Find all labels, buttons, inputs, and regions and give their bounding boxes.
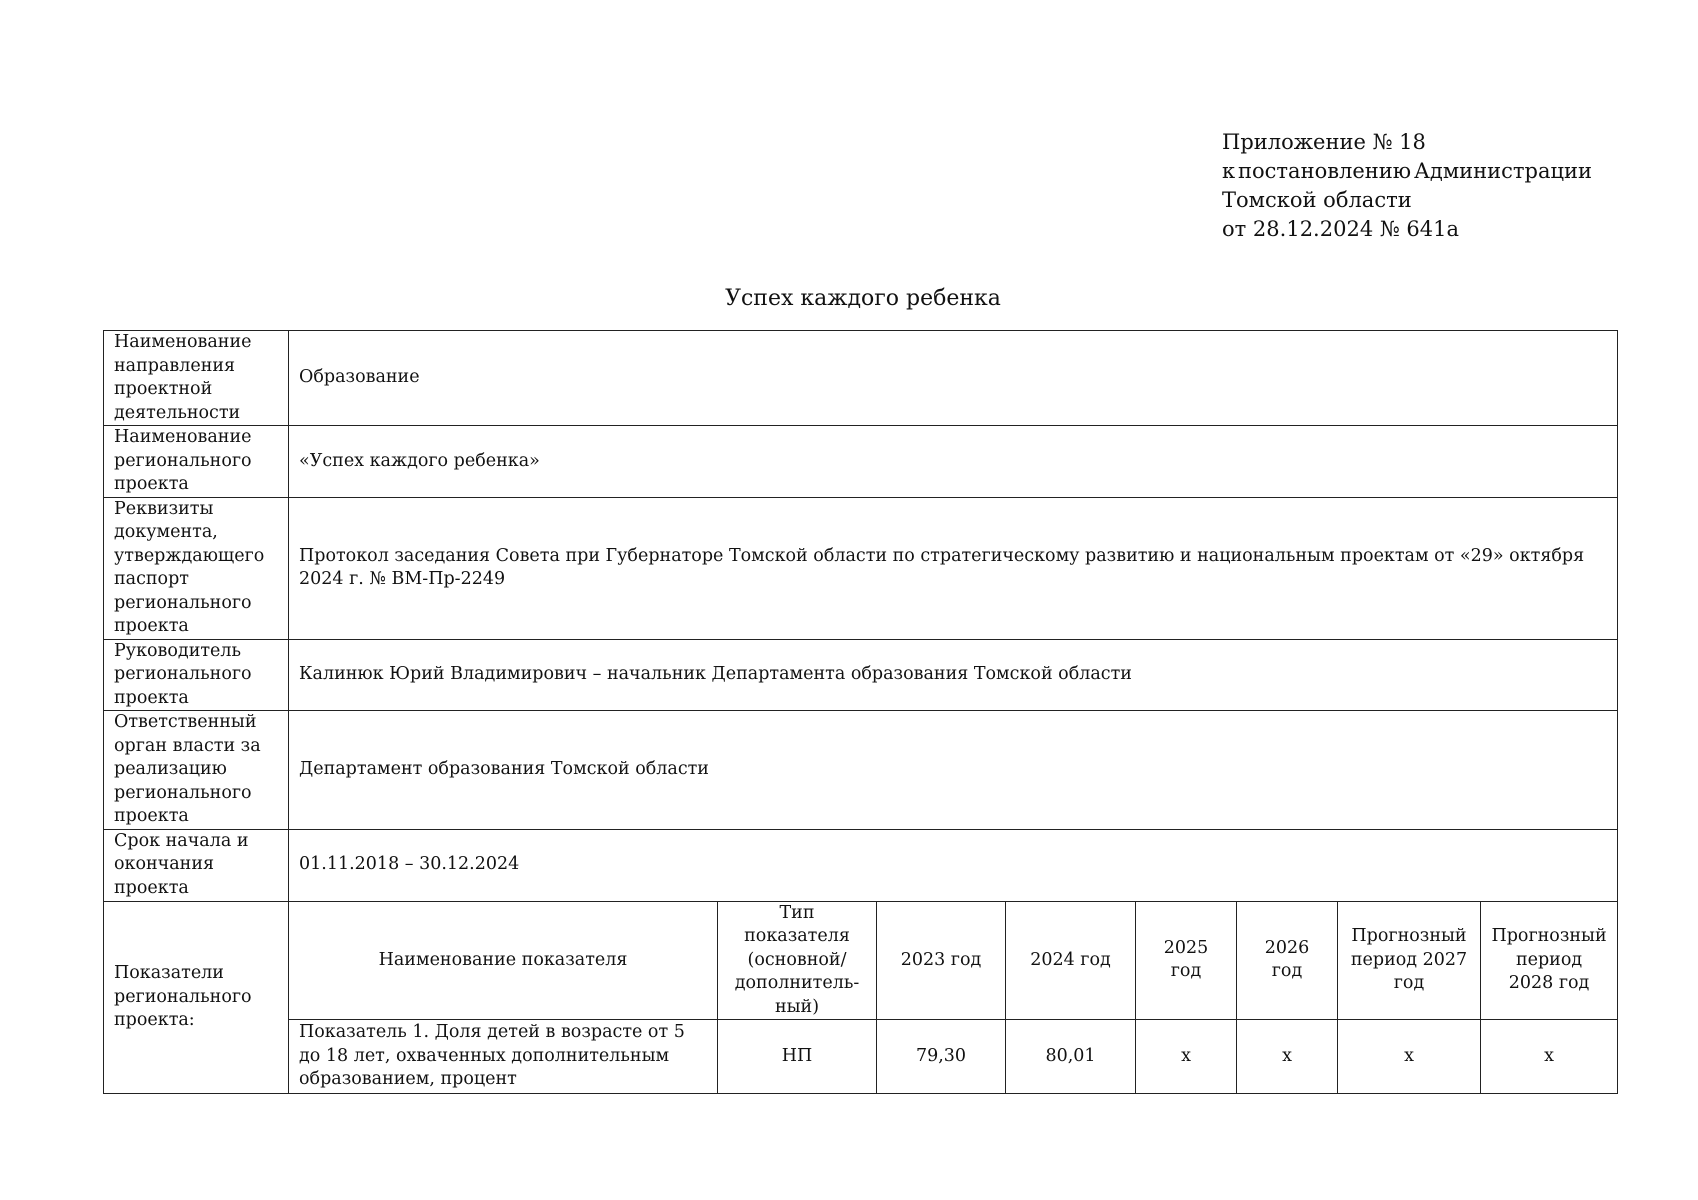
appendix-word-k: к xyxy=(1222,159,1236,183)
project-period-value: 01.11.2018 – 30.12.2024 xyxy=(289,829,1618,901)
indicator-1-name: Показатель 1. Доля детей в возрасте от 5 до 18 лет, охваченных дополнительным образованием, процент xyxy=(289,1020,718,1094)
header-2026: 2026 год xyxy=(1237,901,1338,1020)
appendix-word-resolution: постановлению xyxy=(1238,159,1412,183)
responsible-body-value: Департамент образования Томской области xyxy=(289,711,1618,830)
header-2025: 2025 год xyxy=(1136,901,1237,1020)
header-2028-forecast: Прогнозный период 2028 год xyxy=(1481,901,1618,1020)
indicator-1-2026: x xyxy=(1237,1020,1338,1094)
row-project-head xyxy=(104,639,1618,711)
project-head-label: Руководитель регионального проекта xyxy=(104,639,289,711)
responsible-body-label: Ответственный орган власти за реализацию регионального проекта xyxy=(104,711,289,830)
indicator-row xyxy=(104,1020,1618,1094)
row-requisites xyxy=(104,497,1618,639)
direction-value: Образование xyxy=(289,331,1618,426)
appendix-header xyxy=(1222,128,1592,244)
indicator-1-2024: 80,01 xyxy=(1006,1020,1136,1094)
row-direction xyxy=(104,331,1618,426)
row-project-period xyxy=(104,829,1618,901)
appendix-number: Приложение № 18 xyxy=(1222,130,1426,154)
project-head-value: Калинюк Юрий Владимирович – начальник Департамента образования Томской области xyxy=(289,639,1618,711)
indicators-label: Показатели регионального проекта: xyxy=(104,901,289,1094)
document-title: Успех каждого ребенка xyxy=(725,286,1001,311)
indicator-1-2027: x xyxy=(1338,1020,1481,1094)
appendix-date-number: от 28.12.2024 № 641а xyxy=(1222,217,1459,241)
project-passport-table xyxy=(103,330,1618,1094)
header-2024: 2024 год xyxy=(1006,901,1136,1020)
row-responsible-body xyxy=(104,711,1618,830)
indicator-1-2028: x xyxy=(1481,1020,1618,1094)
appendix-resolution-line xyxy=(1222,157,1592,186)
row-project-name xyxy=(104,426,1618,498)
header-2027-forecast: Прогнозный период 2027 год xyxy=(1338,901,1481,1020)
indicators-header-row xyxy=(104,901,1618,1020)
project-period-label: Срок начала и окончания проекта xyxy=(104,829,289,901)
requisites-label: Реквизиты документа, утверждающего паспорт регионального проекта xyxy=(104,497,289,639)
direction-label: Наименование направления проектной деятельности xyxy=(104,331,289,426)
appendix-word-administration: Администрации xyxy=(1413,159,1592,183)
header-indicator-name: Наименование показателя xyxy=(289,901,718,1020)
indicator-1-type: НП xyxy=(718,1020,877,1094)
indicator-1-2025: x xyxy=(1136,1020,1237,1094)
header-indicator-type: Тип показателя (основной/ дополнитель-ный) xyxy=(718,901,877,1020)
appendix-region: Томской области xyxy=(1222,188,1412,212)
header-2023: 2023 год xyxy=(877,901,1006,1020)
project-name-value: «Успех каждого ребенка» xyxy=(289,426,1618,498)
requisites-value: Протокол заседания Совета при Губернаторе Томской области по стратегическому развитию и национальным проектам от «29» октября 2024 г. № ВМ-Пр-2249 xyxy=(289,497,1618,639)
indicator-1-2023: 79,30 xyxy=(877,1020,1006,1094)
project-name-label: Наименование регионального проекта xyxy=(104,426,289,498)
